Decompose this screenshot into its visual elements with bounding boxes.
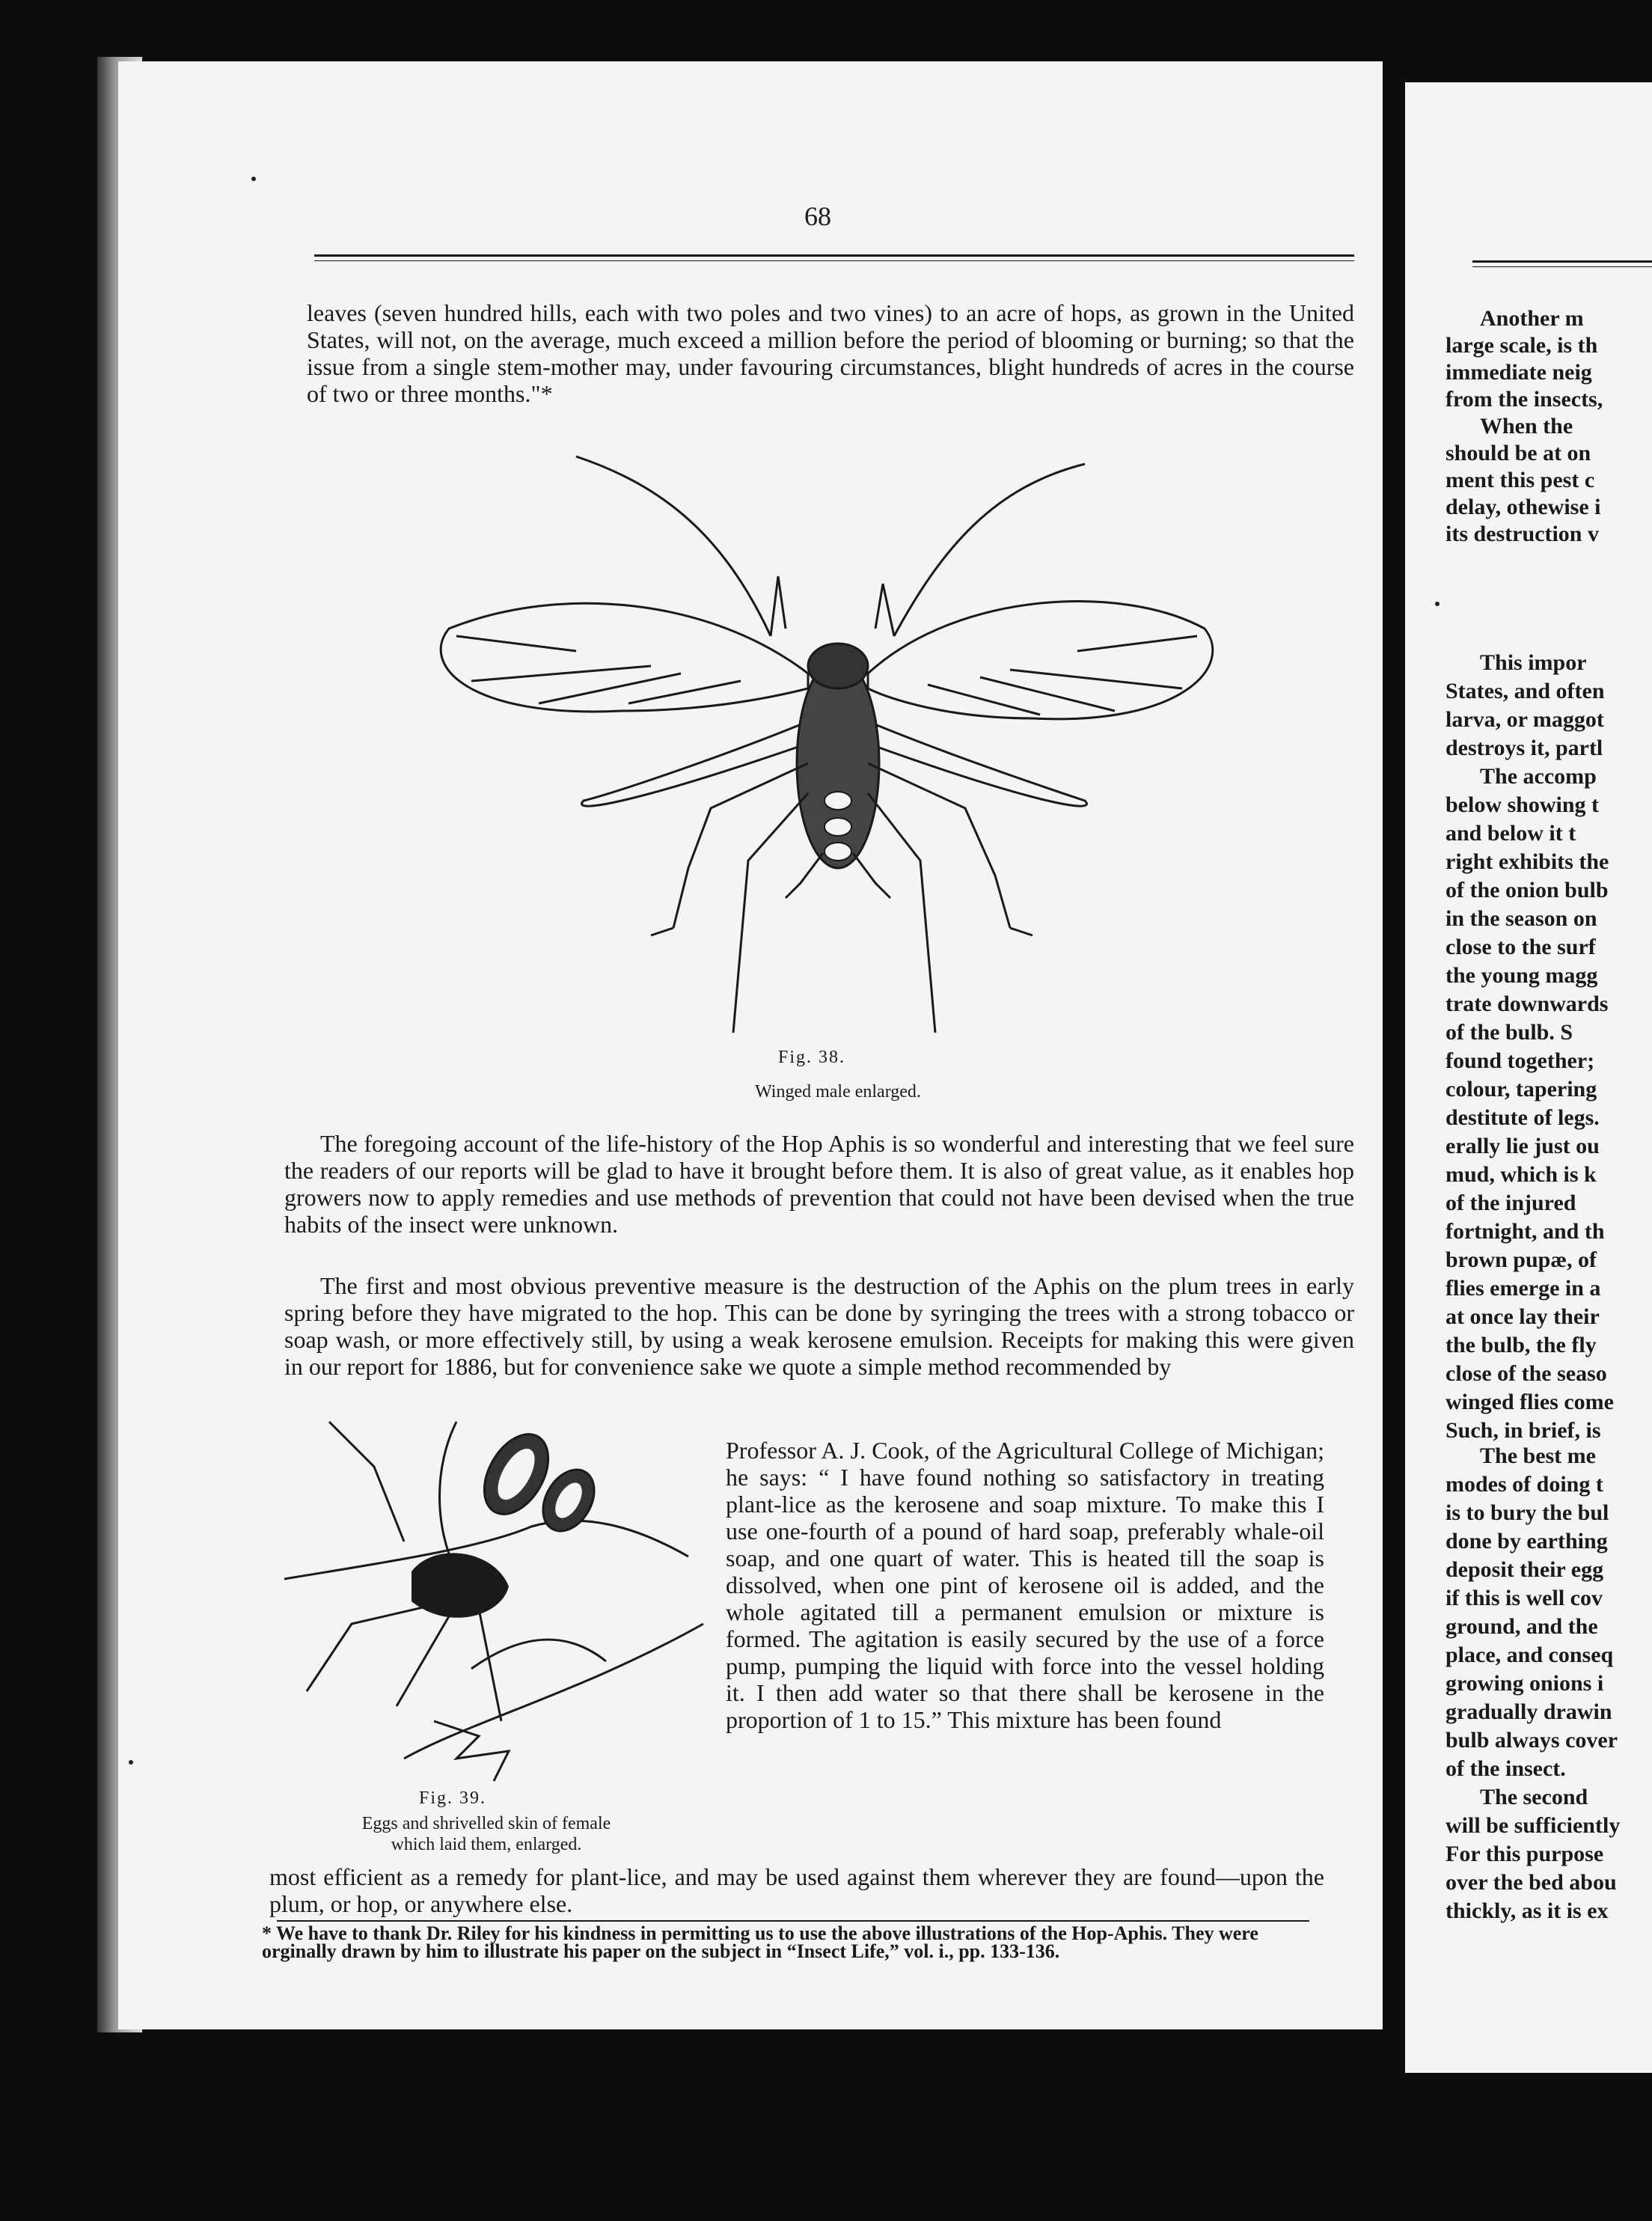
facing-page-line: close of the seaso <box>1446 1361 1607 1386</box>
facing-page-line: destroys it, partl <box>1446 736 1603 760</box>
facing-page-line: destitute of legs. <box>1446 1105 1600 1130</box>
paragraph-preventive-top: The first and most obvious preventive measure is the destruction of the Aphis on the plum trees in early spring before they have migrated to the hop. This can be done by syringing the trees with a strong tobacco or soap wash, or more effectively still, by using a weak kerosene emulsion. Receipts for making this were given in our report for 1886, but for convenience sake we quote a simple method recommended by <box>284 1272 1354 1380</box>
facing-page-line: States, and often <box>1446 679 1605 703</box>
winged-aphis-illustration <box>426 442 1235 1040</box>
facing-page-line: This impor <box>1480 650 1587 675</box>
facing-page-line: When the <box>1480 414 1573 439</box>
facing-page-line: colour, tapering <box>1446 1077 1597 1102</box>
facing-page-line: ground, and the <box>1446 1614 1598 1639</box>
facing-page-line: close to the surf <box>1446 935 1596 959</box>
facing-page-line: winged flies come <box>1446 1390 1614 1414</box>
facing-page-line: bulb always cover <box>1446 1728 1618 1753</box>
facing-page-line: gradually drawin <box>1446 1699 1612 1724</box>
facing-page-line: For this purpose <box>1446 1842 1604 1866</box>
paragraph-life-history: The foregoing account of the life-history of the Hop Aphis is so wonderful and interesting that we feel sure the readers of our reports will be glad to have it brought before them. It is also of great value, as it enables hop growers now to apply remedies and use methods of prevention that could not have been devised when the true habits of the insect were unknown. <box>284 1130 1354 1238</box>
facing-page-line: its destruction v <box>1446 522 1599 546</box>
speck <box>1435 602 1440 606</box>
facing-page-line: The accomp <box>1480 764 1597 789</box>
figure-38-caption: Winged male enlarged. <box>755 1082 921 1102</box>
facing-page-line: below showing t <box>1446 792 1600 817</box>
facing-page-line: and below it t <box>1446 821 1576 846</box>
header-rule <box>314 254 1354 261</box>
facing-page-line: growing onions i <box>1446 1671 1604 1696</box>
figure-39-caption-line2: which laid them, enlarged. <box>391 1835 582 1854</box>
facing-page-line: of the bulb. S <box>1446 1020 1573 1045</box>
facing-page-line: large scale, is th <box>1446 333 1598 358</box>
footnote-rule <box>277 1920 1309 1922</box>
figure-38-number: Fig. 38. <box>778 1048 846 1067</box>
facing-page-line: place, and conseq <box>1446 1643 1614 1667</box>
facing-page-line: thickly, as it is ex <box>1446 1898 1609 1923</box>
facing-page-line: should be at on <box>1446 441 1591 465</box>
footnote: * We have to thank Dr. Riley for his kindness in permitting us to use the above illustrations of the Hop-Aphis. They were orginally drawn by him to illustrate his paper on the subject in “Insect Life,” vol. i., pp. 133-136. <box>262 1922 1258 1962</box>
facing-page-line: Another m <box>1480 306 1584 331</box>
facing-page-line: fortnight, and th <box>1446 1219 1605 1244</box>
facing-page-line: the bulb, the fly <box>1446 1333 1597 1357</box>
facing-page-line: of the onion bulb <box>1446 878 1609 902</box>
facing-page-line: done by earthing <box>1446 1529 1608 1554</box>
facing-page-line: will be sufficiently <box>1446 1813 1621 1838</box>
facing-page-line: Such, in brief, is <box>1446 1418 1601 1443</box>
figure-39-caption-line1: Eggs and shrivelled skin of female <box>361 1814 611 1833</box>
facing-page-line: from the insects, <box>1446 387 1603 412</box>
facing-page-line: modes of doing t <box>1446 1472 1603 1497</box>
facing-page-line: erally lie just ou <box>1446 1134 1600 1158</box>
right-header-rule <box>1472 260 1652 267</box>
facing-page-line: if this is well cov <box>1446 1586 1603 1610</box>
facing-page-line: is to bury the bul <box>1446 1500 1609 1525</box>
facing-page-line: larva, or maggot <box>1446 707 1604 732</box>
facing-page-line: found together; <box>1446 1048 1595 1073</box>
right-page <box>1405 82 1652 2073</box>
facing-page-line: of the injured <box>1446 1191 1576 1215</box>
facing-page-line: mud, which is k <box>1446 1162 1597 1187</box>
facing-page-line: trate downwards <box>1446 992 1609 1016</box>
facing-page-line: the young magg <box>1446 963 1598 988</box>
facing-page-line: deposit their egg <box>1446 1557 1604 1582</box>
opening-paragraph: leaves (seven hundred hills, each with two poles and two vines) to an acre of hops, as grown in the United States, will not, on the average, much exceed a million before the period of blooming or burning; so that the issue from a single stem-mother may, under favouring circumstances, blight hundreds of acres in the course of two or three months."* <box>307 299 1354 407</box>
paragraph-cook-quote: Professor A. J. Cook, of the Agricultural College of Michigan; he says: “ I have found nothing so satisfactory in treating plant-lice as the kerosene and soap mixture. To make this I use one-fourth of a pound of hard soap, preferably whale-oil soap, and one quart of water. This is heated till the soap is dissolved, when one pint of kerosene oil is added, and the whole agitated till a permanent emulsion or mixture is formed. The agitation is easily secured by the use of a force pump, pumping the liquid with force into the vessel holding it. I then add water so that there shall be kerosene in the proportion of 1 to 15.” This mixture has been found <box>726 1437 1324 1733</box>
page-number: 68 <box>804 201 831 231</box>
facing-page-line: at once lay their <box>1446 1304 1600 1329</box>
eggs-and-skin-illustration <box>284 1407 718 1796</box>
facing-page-line: The best me <box>1480 1444 1596 1468</box>
facing-page-line: over the bed abou <box>1446 1870 1617 1895</box>
facing-page-line: delay, othewise i <box>1446 495 1601 519</box>
facing-page-line: immediate neig <box>1446 360 1592 385</box>
speck <box>251 177 256 181</box>
facing-page-line: right exhibits the <box>1446 849 1609 874</box>
figure-39-number: Fig. 39. <box>419 1788 487 1808</box>
facing-page-line: The second <box>1480 1785 1588 1809</box>
facing-page-line: of the insect. <box>1446 1756 1566 1781</box>
paragraph-preventive-end: most efficient as a remedy for plant-lice, and may be used against them wherever they are found—upon the plum, or hop, or anywhere else. <box>269 1863 1324 1917</box>
facing-page-line: flies emerge in a <box>1446 1276 1601 1301</box>
facing-page-line: ment this pest c <box>1446 468 1595 492</box>
facing-page-line: brown pupæ, of <box>1446 1247 1597 1272</box>
facing-page-line: in the season on <box>1446 906 1597 931</box>
speck <box>129 1760 133 1765</box>
